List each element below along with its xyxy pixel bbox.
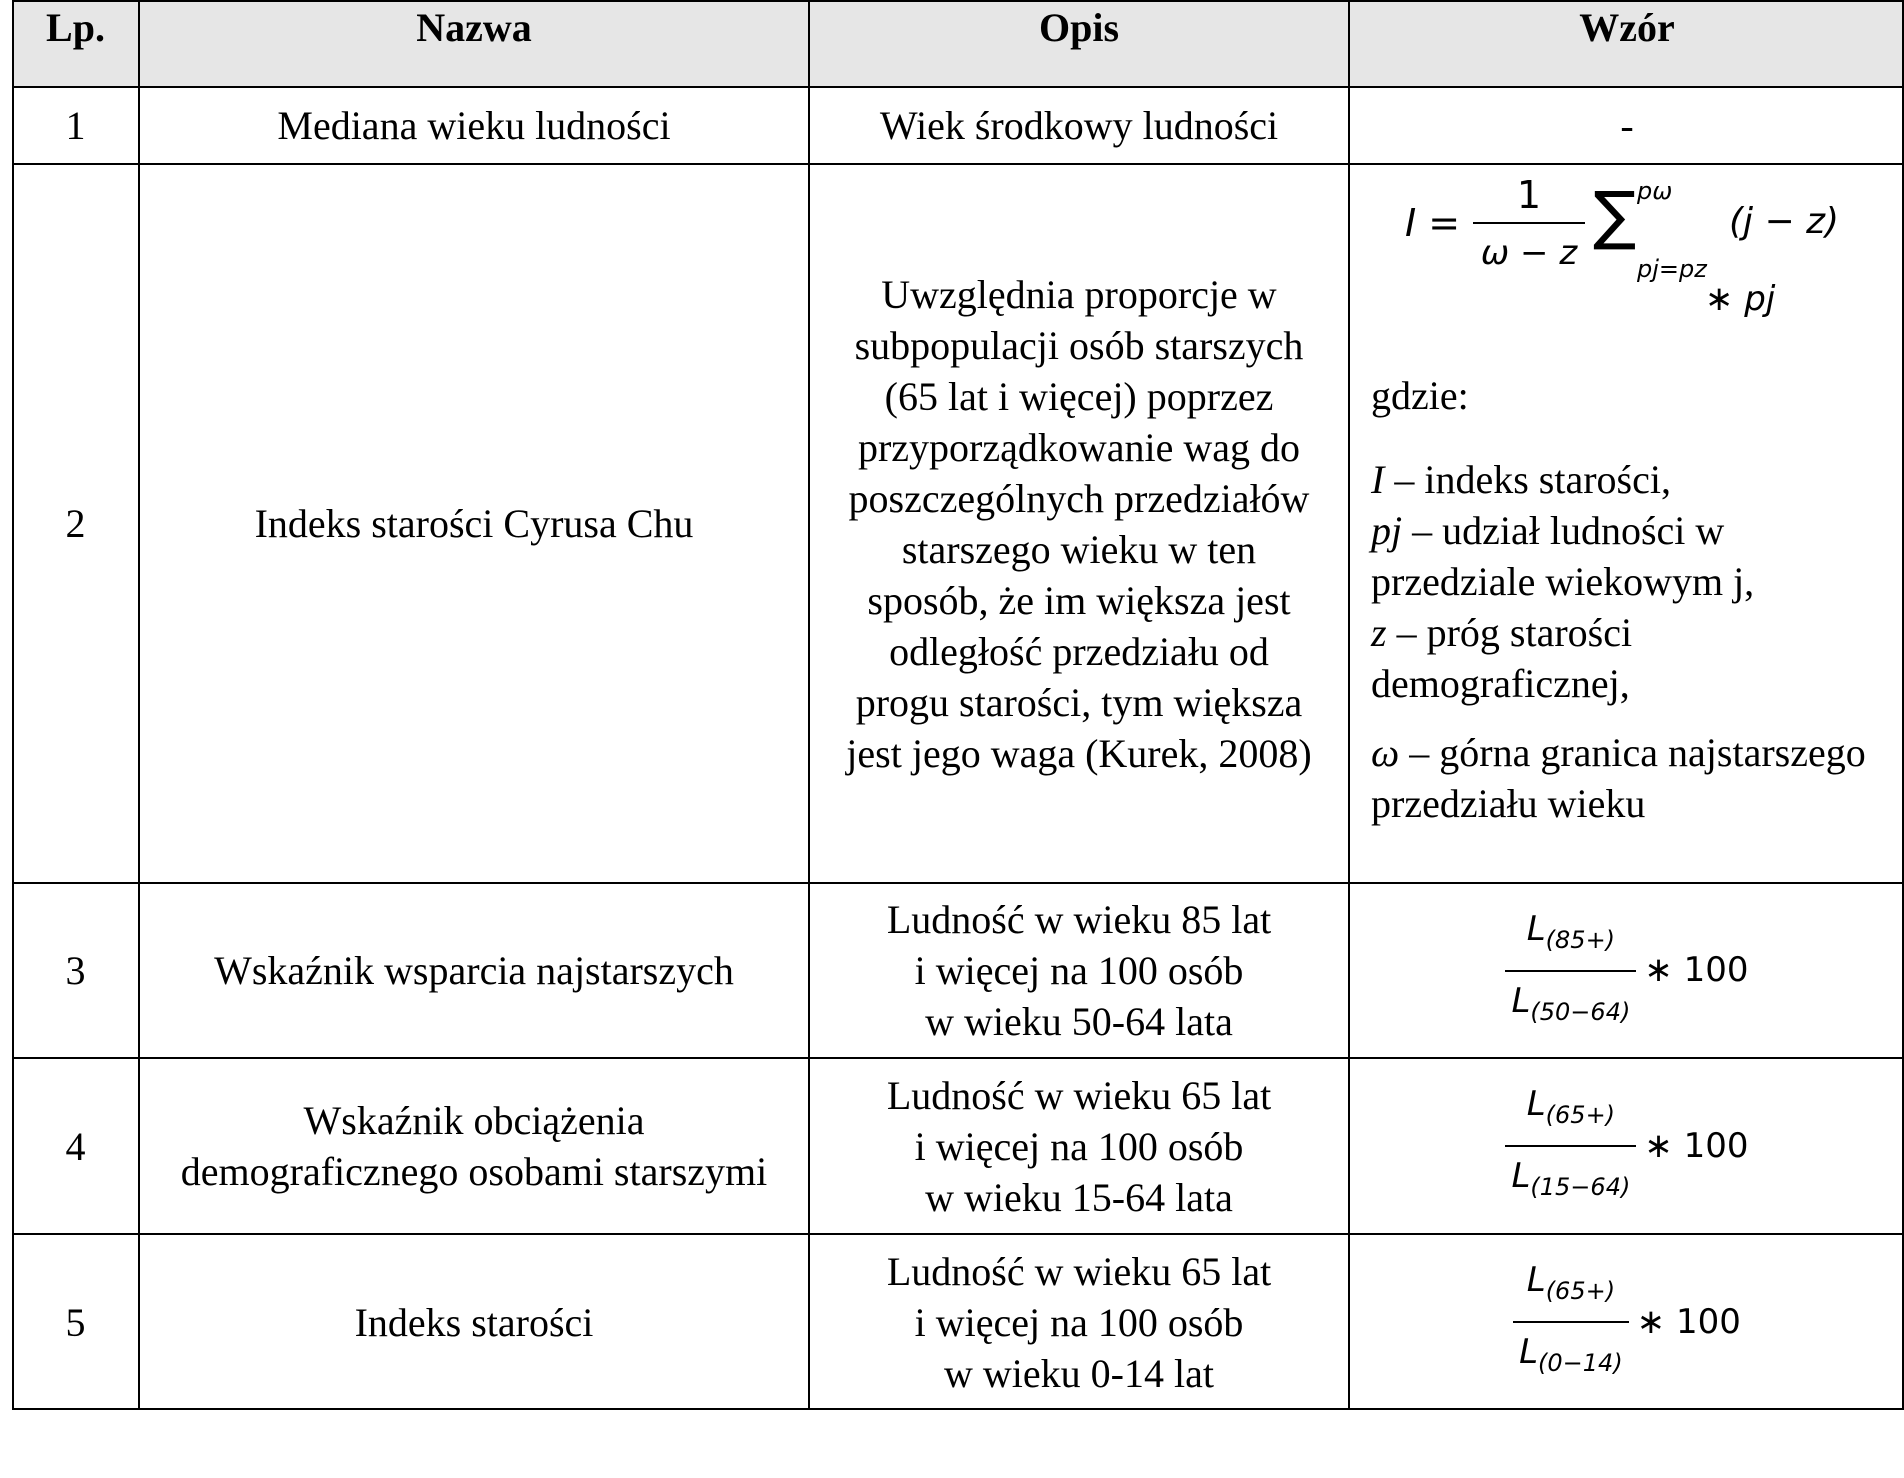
opis-line: sposób, że im większa jest <box>867 577 1291 623</box>
opis-line: w wieku 0-14 lat <box>944 1350 1214 1396</box>
opis-line: Uwzględnia proporcje w <box>881 271 1277 317</box>
legend-symbol: I <box>1371 457 1385 502</box>
formula-term: (j − z) <box>1729 201 1840 242</box>
cell-nazwa: Indeks starości Cyrusa Chu <box>254 501 694 546</box>
grid-line <box>12 1057 1904 1059</box>
opis-line: subpopulacji osób starszych <box>854 322 1304 368</box>
sigma-icon: ∑ <box>1593 179 1637 253</box>
sum-upper: pω <box>1637 177 1673 205</box>
formula-multiplier: ∗ 100 <box>1636 1301 1741 1342</box>
cell-opis: Wiek środkowy ludności <box>879 103 1279 148</box>
opis-line: przyporządkowanie wag do <box>857 424 1301 470</box>
table-row <box>12 1234 1904 1410</box>
cell-lp: 1 <box>65 103 86 148</box>
legend-text: – próg starości demograficznej, <box>1371 610 1633 706</box>
cell-nazwa: Wskaźnik wsparcia najstarszych <box>214 948 734 993</box>
opis-line: starszego wieku w ten <box>901 526 1257 572</box>
cell-lp: 5 <box>65 1299 86 1345</box>
opis-line: i więcej na 100 osób <box>914 1123 1244 1169</box>
formula-lhs: I = <box>1405 201 1461 245</box>
ratio-fraction <box>1505 1079 1636 1213</box>
legend-item <box>1371 727 1891 829</box>
cell-nazwa: Indeks starości <box>354 1299 594 1345</box>
legend-symbol: ω <box>1371 730 1400 775</box>
opis-line: poszczególnych przedziałów <box>848 475 1310 521</box>
formula-multiplier: ∗ 100 <box>1644 950 1749 990</box>
fraction-bar <box>1473 222 1585 224</box>
opis-line: jest jego waga (Kurek, 2008) <box>846 730 1312 776</box>
legend-item <box>1371 607 1891 709</box>
formula-multiplier: ∗ 100 <box>1644 1125 1749 1166</box>
ratio-fraction <box>1513 1255 1629 1389</box>
table-row <box>12 87 1904 164</box>
cell-opis <box>809 1058 1349 1234</box>
grid-line <box>12 0 1904 2</box>
legend-symbol: z <box>1371 610 1387 655</box>
opis-line: progu starości, tym większa <box>855 679 1303 725</box>
cell-wzor: - <box>1620 103 1634 148</box>
nazwa-line: Wskaźnik obciążenia <box>303 1098 645 1143</box>
fraction-denominator: $L_{(50-64)}$ <box>1505 970 1636 1038</box>
grid-line <box>1348 0 1350 1410</box>
opis-line: i więcej na 100 osób <box>914 1299 1244 1345</box>
cell-lp: 3 <box>65 948 86 993</box>
header-wzor: Wzór <box>1349 0 1904 87</box>
indicators-table <box>12 0 1904 1410</box>
cell-opis <box>809 1234 1349 1410</box>
grid-line <box>808 0 810 1410</box>
legend-item <box>1371 505 1891 607</box>
grid-line <box>12 882 1904 884</box>
opis-line: w wieku 50-64 lata <box>925 999 1233 1044</box>
fraction-numerator: $L_{(65+)}$ <box>1526 1084 1616 1129</box>
cell-lp: 2 <box>65 501 86 546</box>
formula-legend <box>1371 454 1891 829</box>
cell-wzor <box>1349 1234 1904 1410</box>
grid-line <box>12 163 1904 165</box>
table-row <box>12 1058 1904 1234</box>
sum-lower: pj=pz <box>1637 255 1707 283</box>
table-row <box>12 164 1904 883</box>
cell-nazwa <box>139 1058 809 1234</box>
cell-lp: 4 <box>65 1123 86 1169</box>
formula-den: ω − z <box>1480 233 1578 273</box>
table-row <box>12 883 1904 1058</box>
opis-line: Ludność w wieku 65 lat <box>886 1248 1272 1294</box>
legend-item <box>1371 454 1891 505</box>
fraction-denominator: $L_{(15-64)}$ <box>1505 1145 1636 1213</box>
header-lp: Lp. <box>12 0 139 87</box>
ratio-fraction <box>1505 904 1636 1038</box>
legend-text: – udział ludności w przedziale wiekowym j, <box>1371 508 1755 604</box>
legend-symbol: pj <box>1371 508 1403 553</box>
grid-line <box>12 86 1904 88</box>
grid-line <box>138 0 140 1410</box>
formula-tail: ∗ pj <box>1705 279 1776 319</box>
grid-line <box>12 1408 1904 1410</box>
cell-wzor <box>1349 164 1904 883</box>
opis-line: Ludność w wieku 65 lat <box>886 1072 1272 1118</box>
table-header-row <box>12 0 1904 87</box>
header-opis: Opis <box>809 0 1349 87</box>
cell-wzor <box>1349 883 1904 1058</box>
opis-line: (65 lat i więcej) poprzez <box>884 373 1274 419</box>
fraction-numerator: $L_{(65+)}$ <box>1526 1260 1616 1305</box>
fraction-denominator: $L_{(0-14)}$ <box>1513 1321 1629 1389</box>
grid-line <box>12 0 14 1410</box>
cell-wzor <box>1349 1058 1904 1234</box>
nazwa-line: demograficznego osobami starszymi <box>180 1149 768 1194</box>
cell-nazwa: Mediana wieku ludności <box>277 103 671 148</box>
fraction-numerator: $L_{(85+)}$ <box>1526 908 1616 954</box>
cell-opis <box>809 883 1349 1058</box>
opis-line: w wieku 15-64 lata <box>925 1174 1233 1220</box>
legend-text: – górna granica najstarszego przedziału wieku <box>1371 730 1866 826</box>
grid-line <box>12 1233 1904 1235</box>
chu-formula <box>1405 170 1904 319</box>
opis-line: i więcej na 100 osób <box>914 948 1244 993</box>
legend-text: – indeks starości, <box>1384 457 1671 502</box>
header-nazwa: Nazwa <box>139 0 809 87</box>
formula-num: 1 <box>1516 173 1542 217</box>
cell-opis <box>809 164 1349 883</box>
opis-line: odległość przedziału od <box>889 628 1269 674</box>
gdzie-label: gdzie: <box>1371 373 1469 418</box>
opis-line: Ludność w wieku 85 lat <box>886 897 1272 942</box>
